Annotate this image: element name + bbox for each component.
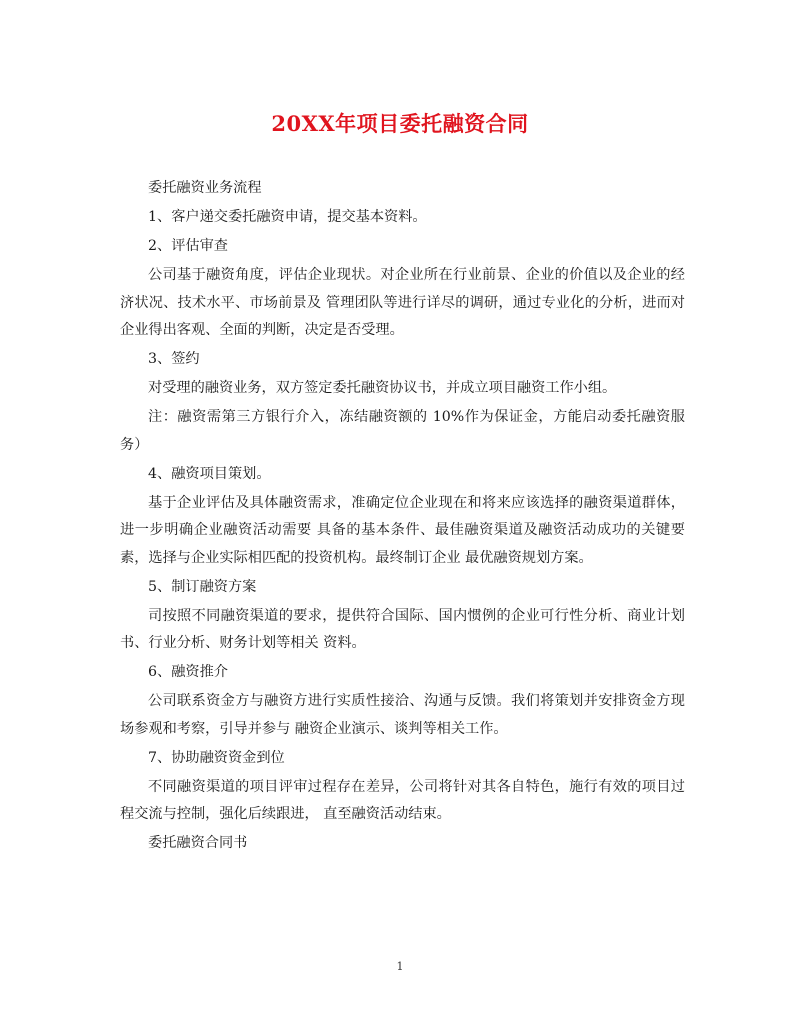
section-heading: 4、融资项目策划。 [148, 465, 271, 482]
section-heading: 7、协助融资资金到位 [148, 749, 285, 766]
page-number: 1 [396, 960, 404, 973]
document-body [120, 175, 685, 859]
section-heading: 5、制订融资方案 [148, 578, 257, 595]
paragraph: 注：融资需第三方银行介入，冻结融资额的 10%作为保证金，方能启动委托融资服务） [120, 409, 685, 453]
paragraph: 对受理的融资业务，双方签定委托融资协议书，并成立项目融资工作小组。 [148, 380, 617, 396]
paragraph: 公司基于融资角度，评估企业现状。对企业所在行业前景、企业的价值以及企业的经济状况、技术水平、市场前景及 管理团队等进行详尽的调研，通过专业化的分析，进而对企业得出客观、全面的判断，决定是否受理。 [120, 267, 685, 338]
paragraph: 司按照不同融资渠道的要求，提供符合国际、国内惯例的企业可行性分析、商业计划书、行业分析、财务计划等相关 资料。 [120, 607, 685, 651]
section-heading: 6、融资推介 [148, 664, 228, 680]
section-heading: 2、评估审查 [148, 238, 228, 254]
paragraph: 1、客户递交委托融资申请，提交基本资料。 [148, 209, 427, 225]
paragraph: 基于企业评估及具体融资需求，准确定位企业现在和将来应该选择的融资渠道群体，进一步明确企业融资活动需要 具备的基本条件、最佳融资渠道及融资活动成功的关键要素，选择与企业实际相匹配的投资机构。最终制订企业 最优融资规划方案。 [120, 494, 685, 566]
section-heading: 委托融资业务流程 [148, 180, 262, 196]
paragraph: 不同融资渠道的项目评审过程存在差异，公司将针对其各自特色，施行有效的项目过程交流与控制，强化后续跟进， 直至融资活动结束。 [120, 778, 685, 822]
section-heading: 委托融资合同书 [148, 835, 248, 851]
document-title: 20XX年项目委托融资合同 [271, 111, 529, 136]
paragraph: 公司联系资金方与融资方进行实质性接洽、沟通与反馈。我们将策划并安排资金方现场参观和考察，引导并参与 融资企业演示、谈判等相关工作。 [120, 693, 685, 737]
section-heading: 3、签约 [148, 351, 200, 367]
